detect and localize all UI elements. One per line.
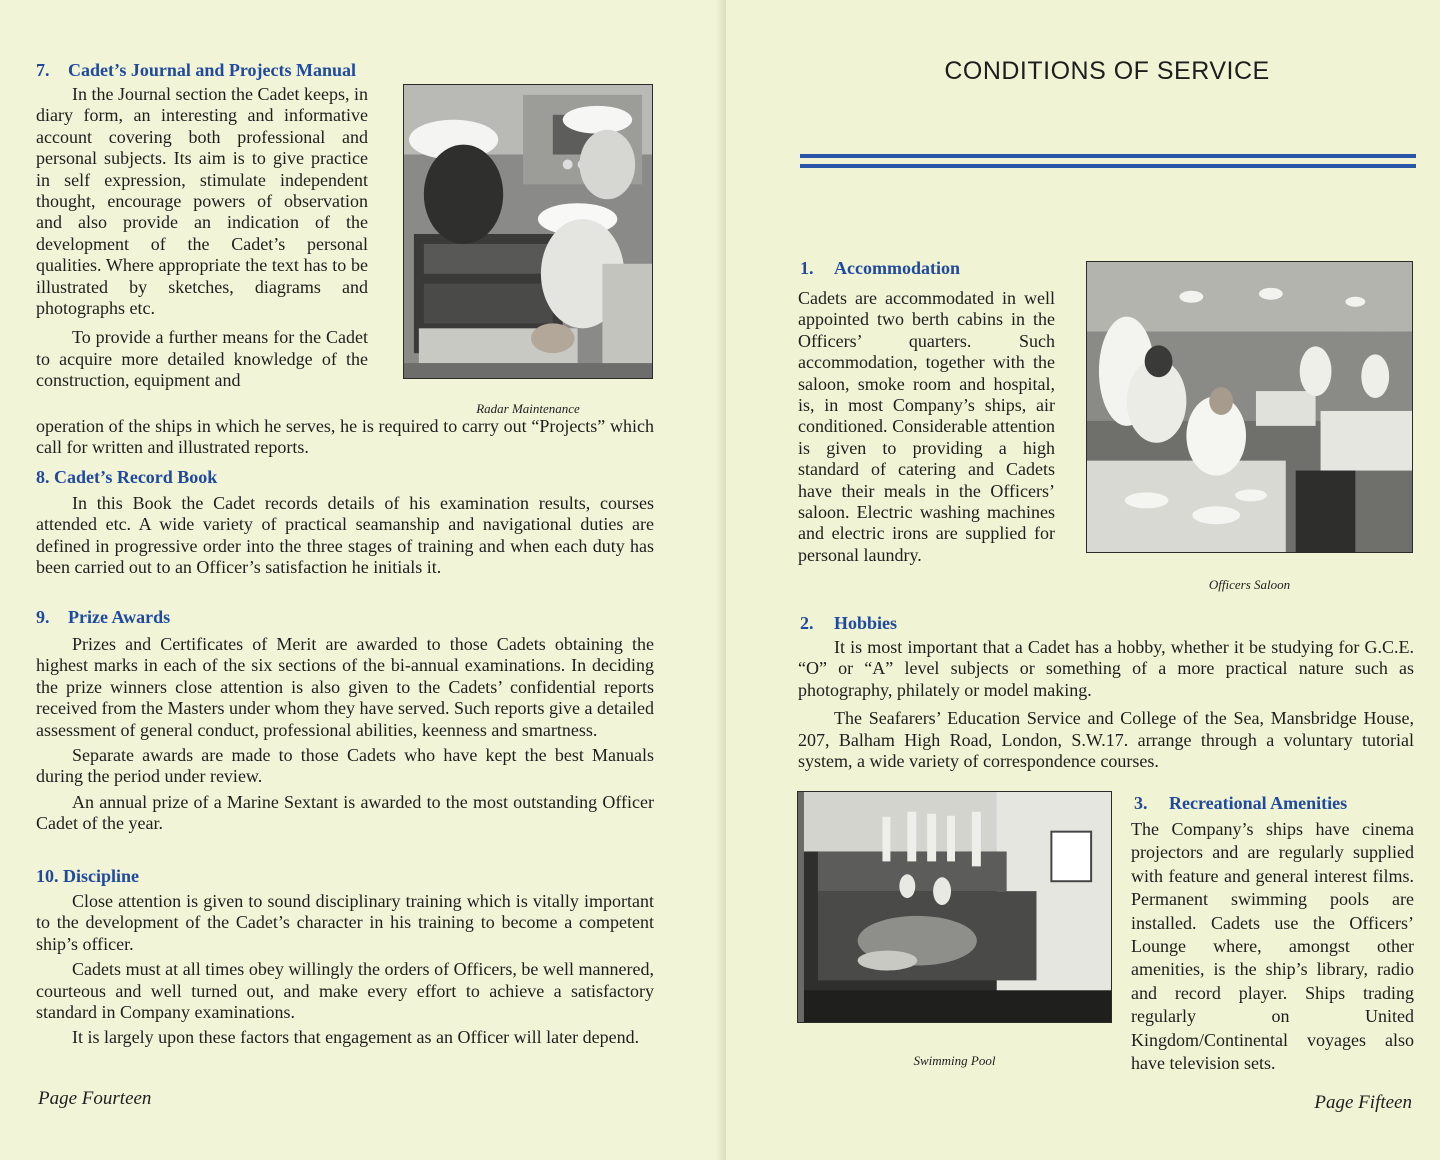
section-2-title: Hobbies	[834, 613, 898, 633]
title-rule-bottom	[800, 164, 1416, 168]
right-page	[726, 0, 1440, 1160]
section-7-body-continued	[36, 416, 654, 459]
section-9-paragraph-3: An annual prize of a Marine Sextant is awarded to the most outstanding Officer Cadet of the year.	[36, 791, 654, 834]
section-7-paragraph-1: In the Journal section the Cadet keeps, in diary form, an interesting and informative account covering both professional and personal subjects. Its aim is to give practice in self expression, stimulate independent thought, encourage powers of observation and also provide an indication of the development of the Cadet’s personal qualities. Where appropriate the text has to be illustrated by sketches, diagrams and photographs etc.	[36, 84, 368, 319]
page-number-right: Page Fifteen	[1314, 1092, 1412, 1113]
section-7-paragraph-2b: operation of the ships in which he serves, he is required to carry out “Projects” which call for written and illustrated reports.	[36, 416, 654, 458]
radar-maintenance-caption: Radar Maintenance	[476, 401, 580, 416]
section-10-paragraph-2: Cadets must at all times obey willingly the orders of Officers, be well mannered, courteous and well turned out, and make every effort to achieve a satisfactory standard in Company examinations.	[36, 959, 654, 1023]
section-2-heading	[800, 612, 897, 634]
section-8-number: 8.	[36, 467, 50, 487]
section-1-body	[798, 288, 1055, 566]
section-10-body	[36, 891, 654, 1049]
section-3-title: Recreational Amenities	[1169, 793, 1348, 813]
section-7-paragraph-2a: To provide a further means for the Cadet to acquire more detailed knowledge of the construction, equipment and	[36, 327, 368, 391]
section-10-paragraph-1: Close attention is given to sound disciplinary training which is vitally important to the development of the Cadet’s character in his training to become a competent ship’s officer.	[36, 891, 654, 954]
section-1-number: 1.	[800, 258, 814, 278]
section-9-paragraph-1: Prizes and Certificates of Merit are awarded to those Cadets obtaining the highest marks in each of the six sections of the bi-annual examinations. In deciding the prize winners close attention is also given to the Cadets’ confidential reports received from the Masters under whom they have served. Such reports give a detailed assessment of general conduct, professional abilities, keenness and smartness.	[36, 634, 654, 740]
section-7-number: 7.	[36, 60, 50, 80]
section-2-number: 2.	[800, 613, 814, 633]
officers-saloon-caption: Officers Saloon	[1208, 577, 1291, 592]
section-2-body	[798, 637, 1414, 772]
section-8-body	[36, 493, 654, 579]
section-9-body	[36, 634, 654, 835]
section-1-heading	[800, 257, 960, 279]
page-number-left: Page Fourteen	[38, 1088, 152, 1109]
section-7-body	[36, 84, 368, 392]
radar-maintenance-photo	[403, 84, 653, 379]
officers-saloon-image	[1087, 262, 1412, 552]
officers-saloon-photo	[1086, 261, 1413, 553]
section-10-number: 10.	[36, 866, 59, 886]
section-7-title: Cadet’s Journal and Projects Manual	[68, 60, 356, 80]
section-9-paragraph-2: Separate awards are made to those Cadets who have kept the best Manuals during the period under review.	[36, 745, 654, 787]
section-2-paragraph-2: The Seafarers’ Education Service and College of the Sea, Mansbridge House, 207, Balham High Road, London, S.W.17. arrange through a voluntary tutorial system, a wide variety of correspondence courses.	[798, 708, 1414, 772]
section-7-heading	[36, 59, 356, 81]
section-3-paragraph-1: The Company’s ships have cinema projectors and are regularly supplied with feature and general interest films. Permanent swimming pools are installed. Cadets use the Officers’ Lounge where, amongst other amenities, is the ship’s library, radio and record player. Ships trading regularly on United Kingdom/Continental voyages also have television sets.	[1131, 819, 1414, 1074]
title-rule-top	[800, 154, 1416, 158]
radar-maintenance-image	[404, 85, 652, 378]
section-3-body	[1131, 818, 1414, 1075]
swimming-pool-image	[798, 792, 1111, 1022]
section-9-heading	[36, 606, 170, 628]
section-8-paragraph-1: In this Book the Cadet records details of his examination results, courses attended etc. A wide variety of practical seamanship and navigational duties are defined in progressive order into the three stages of training and when each duty has been carried out to an Officer’s satisfaction he initials it.	[36, 493, 654, 578]
section-8-title: Cadet’s Record Book	[54, 467, 218, 487]
section-2-paragraph-1: It is most important that a Cadet has a hobby, whether it be studying for G.C.E. “O” or “A” level subjects or something of a more practical nature such as photography, philately or model making.	[798, 637, 1414, 700]
section-10-heading	[36, 865, 139, 887]
section-9-number: 9.	[36, 607, 50, 627]
section-1-title: Accommodation	[834, 258, 960, 278]
page-title: CONDITIONS OF SERVICE	[944, 57, 1270, 85]
section-3-number: 3.	[1134, 793, 1148, 813]
swimming-pool-photo	[797, 791, 1112, 1023]
section-10-paragraph-3: It is largely upon these factors that engagement as an Officer will later depend.	[72, 1027, 640, 1048]
section-8-heading	[36, 466, 217, 488]
section-10-title: Discipline	[63, 866, 140, 886]
section-1-paragraph-1: Cadets are accommodated in well appointed two berth cabins in the Officers’ quarters. Such accommodation, together with the saloon, smoke room and hospital, is, in most Company’s ships, air conditioned. Considerable attention is given to providing a high standard of catering and Cadets have their meals in the Officers’ saloon. Electric washing machines and electric irons are supplied for personal laundry.	[798, 288, 1055, 565]
section-3-heading	[1134, 792, 1347, 814]
section-9-title: Prize Awards	[68, 607, 171, 627]
swimming-pool-caption: Swimming Pool	[913, 1053, 996, 1068]
